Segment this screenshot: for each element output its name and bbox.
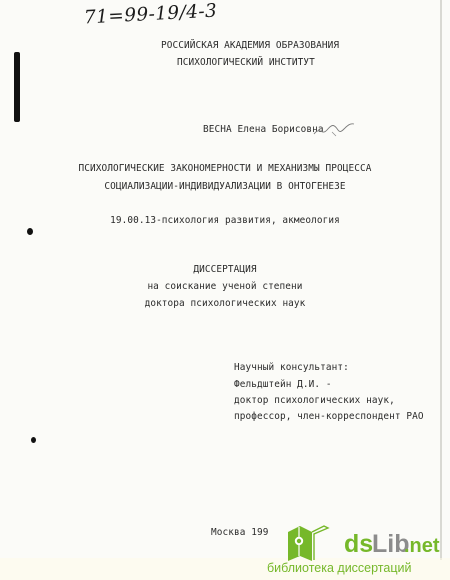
institution-line-1: РОССИЙСКАЯ АКАДЕМИЯ ОБРАЗОВАНИЯ bbox=[161, 40, 340, 51]
institution-line-2: ПСИХОЛОГИЧЕСКИЙ ИНСТИТУТ bbox=[177, 57, 315, 68]
consultant-position: профессор, член-корреспондент РАО bbox=[234, 411, 424, 422]
dslib-brand-net: .net bbox=[404, 535, 440, 557]
archive-number: 71=99-19/4-3 bbox=[83, 0, 218, 29]
city-year: Москва 199 bbox=[211, 527, 269, 538]
consultant-name: Фельдштейн Д.И. - bbox=[234, 379, 332, 390]
dslib-brand-lib: Lib bbox=[372, 530, 410, 558]
dslib-tagline: библиотека диссертаций bbox=[267, 561, 412, 575]
title-line-2: СОЦИАЛИЗАЦИИ-ИНДИВИДУАЛИЗАЦИИ В ОНТОГЕНЕЗЕ bbox=[104, 181, 346, 192]
dslib-brand-ds: ds bbox=[344, 530, 374, 558]
degree-line-1: на соискание ученой степени bbox=[147, 281, 303, 292]
document-type: ДИССЕРТАЦИЯ bbox=[193, 264, 257, 275]
consultant-degree: доктор психологических наук, bbox=[234, 395, 395, 406]
title-line-1: ПСИХОЛОГИЧЕСКИЕ ЗАКОНОМЕРНОСТИ И МЕХАНИЗМЫ ПРОЦЕССА bbox=[78, 163, 372, 174]
consultant-label: Научный консультант: bbox=[234, 362, 349, 373]
degree-line-2: доктора психологических наук bbox=[144, 298, 306, 309]
dslib-book-logo bbox=[288, 526, 328, 561]
specialty-code: 19.00.13-психология развития, акмеология bbox=[110, 215, 340, 226]
author-name: ВЕСНА Елена Борисовна bbox=[203, 124, 324, 135]
